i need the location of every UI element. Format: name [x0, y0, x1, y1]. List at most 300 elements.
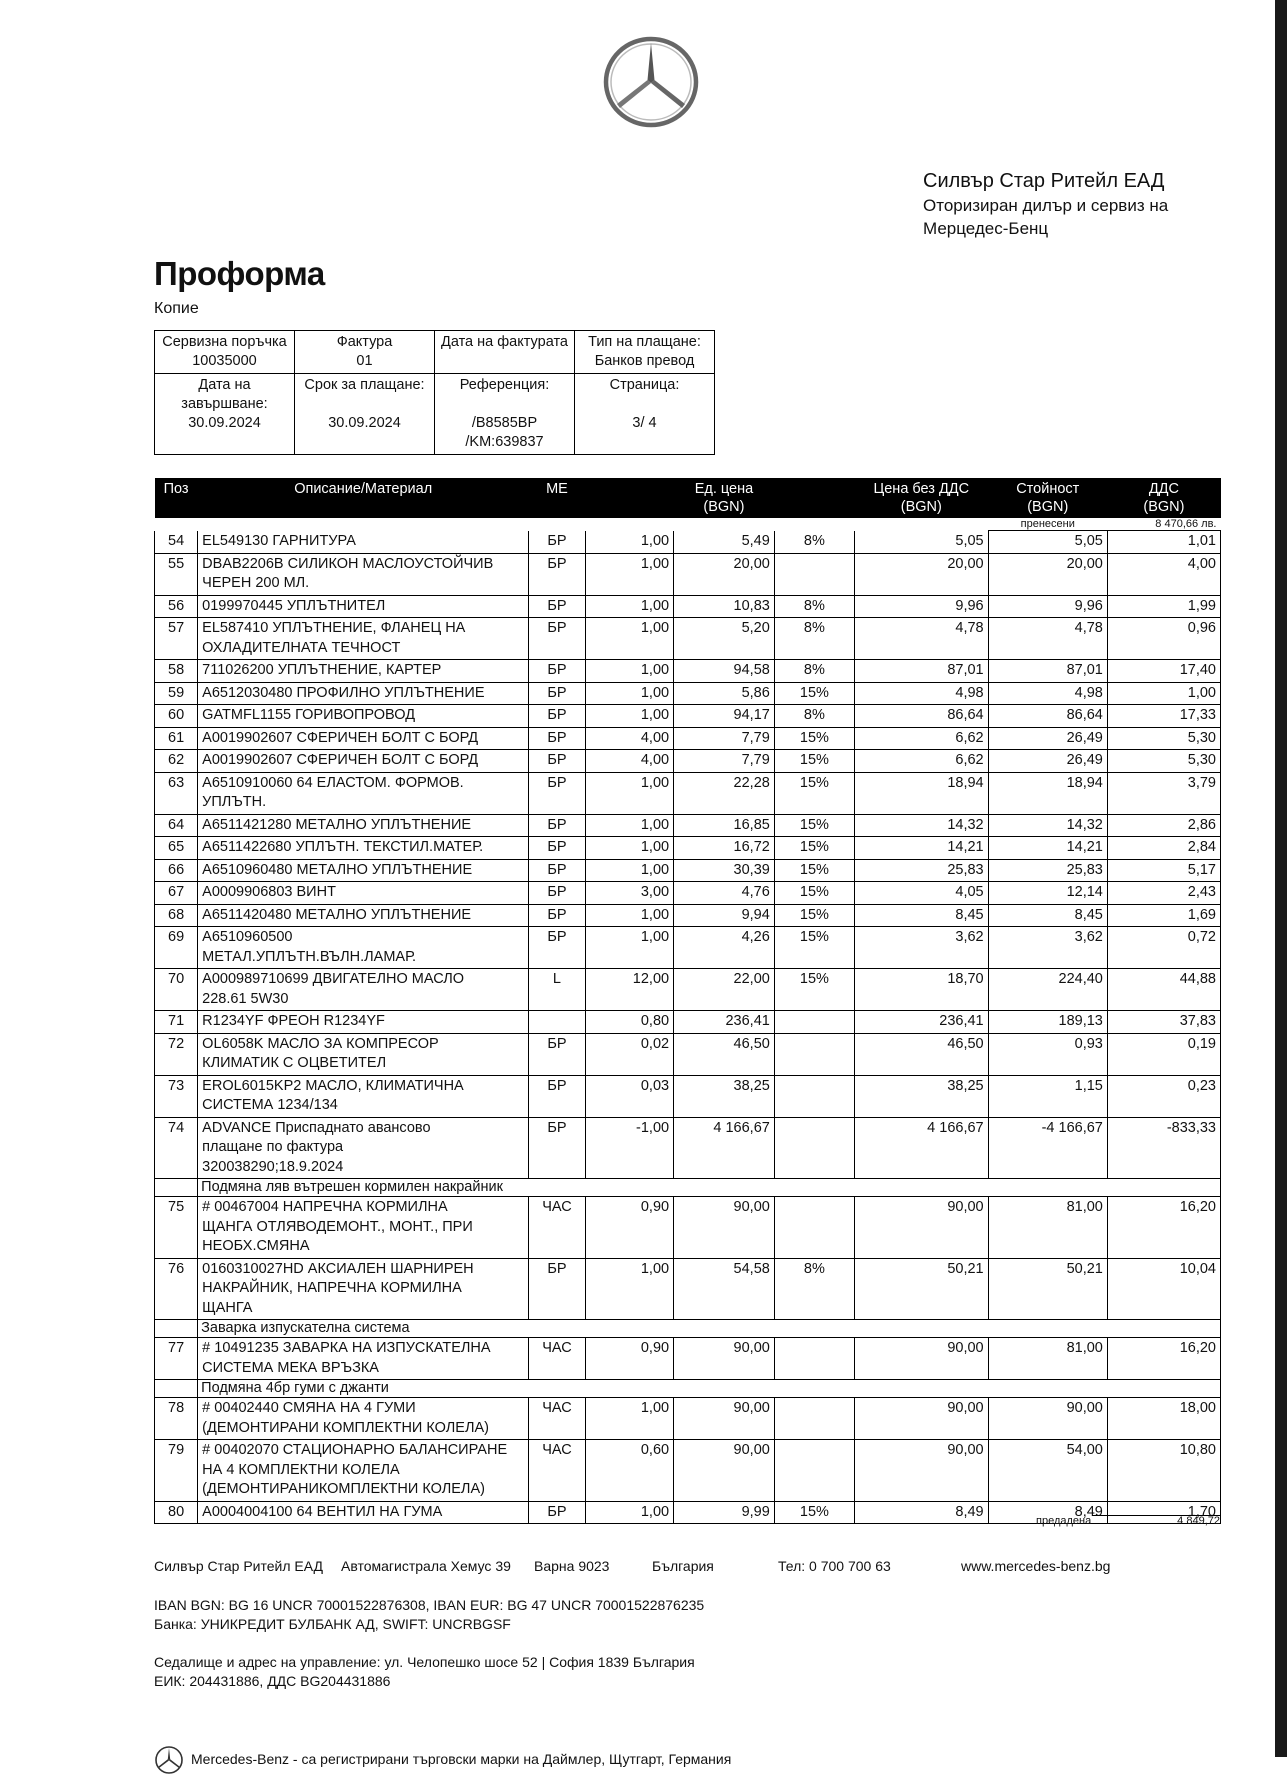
cell-qty: 1,00 — [585, 553, 673, 595]
cell-description — [198, 969, 529, 1011]
reference-cell — [435, 374, 575, 455]
invoice-cell — [295, 331, 435, 374]
cell-vat: 18,00 — [1107, 1398, 1220, 1440]
col-header-net-price-2: (BGN) — [900, 499, 942, 515]
cell-pos: 76 — [155, 1258, 198, 1320]
section-title: Заварка изпускателна система — [198, 1320, 1221, 1338]
cell-value: 86,64 — [988, 705, 1107, 728]
cell-value: 4,98 — [988, 682, 1107, 705]
description-line: 228.61 5W30 — [202, 990, 289, 1007]
footer-website[interactable]: www.mercedes-benz.bg — [961, 1558, 1111, 1574]
mercedes-star-logo-icon — [596, 34, 706, 130]
cell-value: 5,05 — [988, 531, 1107, 554]
cell-discount — [774, 1075, 854, 1117]
cell-unit-price: 30,39 — [674, 859, 775, 882]
payment-type-label: Тип на плащане: — [588, 334, 701, 350]
cell-qty: 1,00 — [585, 531, 673, 554]
description-line: A6510960500 — [202, 929, 293, 945]
cell-vat: 1,99 — [1107, 595, 1220, 618]
table-row — [155, 1075, 1221, 1117]
cell-pos: 63 — [155, 772, 198, 814]
cell-net-price: 8,49 — [855, 1501, 989, 1524]
cell-qty: 4,00 — [585, 750, 673, 773]
cell-vat: 2,84 — [1107, 837, 1220, 860]
description-line: EROL6015KP2 МАСЛО, КЛИМАТИЧНА — [202, 1077, 464, 1094]
cell-discount: 8% — [774, 618, 854, 660]
cell-unit-price: 4,26 — [674, 927, 775, 969]
completion-date-cell — [155, 374, 295, 455]
footer-company: Силвър Стар Ритейл ЕАД — [154, 1558, 324, 1574]
cell-net-price: 9,96 — [855, 595, 989, 618]
page-label: Страница: — [609, 377, 680, 393]
description-line: # 00402440 СМЯНА НА 4 ГУМИ — [202, 1400, 416, 1416]
cell-value: 50,21 — [988, 1258, 1107, 1320]
cell-unit-price: 46,50 — [674, 1033, 775, 1075]
cell-pos: 69 — [155, 927, 198, 969]
cell-unit: БР — [529, 660, 586, 683]
cell-vat: 17,33 — [1107, 705, 1220, 728]
description-line: EL587410 УПЛЪТНЕНИЕ, ФЛАНЕЦ НА — [202, 620, 466, 636]
cell-unit-price: 7,79 — [674, 727, 775, 750]
col-header-value — [988, 478, 1107, 518]
cell-discount: 8% — [774, 1258, 854, 1320]
cell-value: 20,00 — [988, 553, 1107, 595]
cell-qty: 0,02 — [585, 1033, 673, 1075]
table-row — [155, 1033, 1221, 1075]
cell-vat: 10,80 — [1107, 1440, 1220, 1502]
cell-pos: 75 — [155, 1197, 198, 1259]
description-line: плащане по фактура — [202, 1139, 344, 1155]
cell-value: 87,01 — [988, 660, 1107, 683]
cell-discount: 8% — [774, 595, 854, 618]
table-row — [155, 814, 1221, 837]
cell-discount: 15% — [774, 859, 854, 882]
cell-qty: 1,00 — [585, 1398, 673, 1440]
footer-phone: Тел: 0 700 700 63 — [778, 1558, 891, 1574]
payment-type-cell — [575, 331, 715, 374]
table-row — [155, 1117, 1221, 1179]
cell-value: 26,49 — [988, 750, 1107, 773]
service-order-cell — [155, 331, 295, 374]
cell-net-price: 18,70 — [855, 969, 989, 1011]
col-header-value-2: (BGN) — [1027, 499, 1069, 515]
cell-vat: 0,19 — [1107, 1033, 1220, 1075]
footer-eik: ЕИК: 204431886, ДДС BG204431886 — [154, 1673, 391, 1689]
completion-date-value: 30.09.2024 — [188, 415, 261, 431]
cell-unit: БР — [529, 553, 586, 595]
table-row — [155, 705, 1221, 728]
table-row — [155, 904, 1221, 927]
invoice-date-cell — [435, 331, 575, 374]
cell-pos: 68 — [155, 904, 198, 927]
cell-net-price: 14,21 — [855, 837, 989, 860]
cell-discount: 15% — [774, 750, 854, 773]
col-header-value-1: Стойност — [1016, 481, 1080, 497]
cell-net-price: 50,21 — [855, 1258, 989, 1320]
cell-vat: 5,17 — [1107, 859, 1220, 882]
table-row — [155, 1338, 1221, 1380]
cell-net-price: 14,32 — [855, 814, 989, 837]
cell-net-price: 4,98 — [855, 682, 989, 705]
cell-unit-price: 54,58 — [674, 1258, 775, 1320]
cell-qty: 1,00 — [585, 682, 673, 705]
page-value: 3/ 4 — [632, 415, 657, 431]
description-line: DBAB2206B СИЛИКОН МАСЛОУСТОЙЧИВ — [202, 555, 494, 572]
company-header — [923, 168, 1168, 240]
col-header-unit: МЕ — [529, 478, 586, 518]
cell-qty: 1,00 — [585, 814, 673, 837]
cell-unit-price: 94,58 — [674, 660, 775, 683]
cell-qty: 3,00 — [585, 882, 673, 905]
col-header-net-price — [855, 478, 989, 518]
section-row — [155, 1380, 1221, 1398]
table-row — [155, 531, 1221, 554]
col-header-unit-price-1: Ед. цена — [694, 481, 754, 497]
cell-pos: 59 — [155, 682, 198, 705]
cell-net-price: 5,05 — [855, 531, 989, 554]
cell-qty: 0,60 — [585, 1440, 673, 1502]
cell-unit-price: 5,86 — [674, 682, 775, 705]
cell-pos: 57 — [155, 618, 198, 660]
footer-iban: IBAN BGN: BG 16 UNCR 70001522876308, IBAN EUR: BG 47 UNCR 70001522876235 — [154, 1597, 705, 1613]
cell-discount: 15% — [774, 727, 854, 750]
table-row — [155, 727, 1221, 750]
cell-vat: -833,33 — [1107, 1117, 1220, 1179]
cell-description — [198, 553, 529, 595]
cell-unit: БР — [529, 618, 586, 660]
cell-discount — [774, 1011, 854, 1034]
cell-pos: 65 — [155, 837, 198, 860]
reference-value-2: /KM:639837 — [465, 434, 544, 450]
cell-unit-price: 4 166,67 — [674, 1117, 775, 1179]
reference-label: Референция: — [459, 377, 550, 393]
description-line: УПЛЪТН. — [202, 794, 267, 810]
cell-net-price: 38,25 — [855, 1075, 989, 1117]
cell-unit: БР — [529, 859, 586, 882]
completion-date-label-1: Дата на — [198, 377, 251, 393]
cell-unit: БР — [529, 1117, 586, 1179]
cell-unit: БР — [529, 750, 586, 773]
company-subtitle-2: Мерцедес-Бенц — [923, 219, 1049, 238]
cell-value: -4 166,67 — [988, 1117, 1107, 1179]
cell-description — [198, 904, 529, 927]
cell-unit: БР — [529, 814, 586, 837]
description-line: 0160310027HD АКСИАЛЕН ШАРНИРЕН — [202, 1260, 474, 1277]
cell-description — [198, 1501, 529, 1524]
footer-city: Варна 9023 — [534, 1558, 610, 1574]
cell-description — [198, 1258, 529, 1320]
cell-pos: 61 — [155, 727, 198, 750]
description-line: НЕОБХ.СМЯНА — [202, 1238, 310, 1254]
cell-unit-price: 22,00 — [674, 969, 775, 1011]
cell-qty: 0,03 — [585, 1075, 673, 1117]
cell-description — [198, 1398, 529, 1440]
cell-pos: 74 — [155, 1117, 198, 1179]
col-header-unit-price-2: (BGN) — [703, 499, 745, 515]
cell-value: 12,14 — [988, 882, 1107, 905]
cell-vat: 16,20 — [1107, 1197, 1220, 1259]
cell-qty: 1,00 — [585, 927, 673, 969]
cell-discount: 15% — [774, 1501, 854, 1524]
cell-qty: 1,00 — [585, 837, 673, 860]
cell-value: 189,13 — [988, 1011, 1107, 1034]
cell-net-price: 46,50 — [855, 1033, 989, 1075]
description-line: A0019902607 СФЕРИЧЕН БОЛТ С БОРД — [202, 752, 479, 768]
col-header-vat — [1107, 478, 1220, 518]
cell-qty: 12,00 — [585, 969, 673, 1011]
table-row — [155, 750, 1221, 773]
description-line: R1234YF ФРЕОН R1234YF — [202, 1013, 385, 1029]
cell-qty: 1,00 — [585, 1501, 673, 1524]
table-row — [155, 1011, 1221, 1034]
description-line: КЛИМАТИК С ОЦВЕТИТЕЛ — [202, 1055, 387, 1071]
cell-qty: 1,00 — [585, 595, 673, 618]
cell-vat: 0,23 — [1107, 1075, 1220, 1117]
cell-description — [198, 859, 529, 882]
cell-description — [198, 727, 529, 750]
table-row — [155, 1258, 1221, 1320]
cell-unit-price: 20,00 — [674, 553, 775, 595]
description-line: (ДЕМОНТИРАНИКОМПЛЕКТНИ КОЛЕЛА) — [202, 1481, 485, 1497]
cell-value: 14,21 — [988, 837, 1107, 860]
cell-pos: 79 — [155, 1440, 198, 1502]
invoice-label: Фактура — [336, 334, 393, 350]
cell-unit-price: 38,25 — [674, 1075, 775, 1117]
cell-vat: 4,00 — [1107, 553, 1220, 595]
cell-unit: БР — [529, 1501, 586, 1524]
cell-unit-price: 90,00 — [674, 1197, 775, 1259]
cell-pos: 72 — [155, 1033, 198, 1075]
cell-description — [198, 927, 529, 969]
description-line: A6511422680 УПЛЪТН. ТЕКСТИЛ.МАТЕР. — [202, 839, 484, 855]
cell-net-price: 90,00 — [855, 1440, 989, 1502]
description-line: ОХЛАДИТЕЛНАТА ТЕЧНОСТ — [202, 639, 401, 656]
cell-unit-price: 7,79 — [674, 750, 775, 773]
cell-pos: 70 — [155, 969, 198, 1011]
cell-description — [198, 531, 529, 554]
cell-net-price: 90,00 — [855, 1197, 989, 1259]
col-header-unit-price — [674, 478, 775, 518]
cell-description — [198, 705, 529, 728]
cell-unit: БР — [529, 1258, 586, 1320]
cell-qty: -1,00 — [585, 1117, 673, 1179]
cell-description — [198, 1440, 529, 1502]
cell-vat: 10,04 — [1107, 1258, 1220, 1320]
cell-discount: 15% — [774, 814, 854, 837]
description-line: A000989710699 ДВИГАТЕЛНО МАСЛО — [202, 971, 465, 987]
cell-vat: 3,79 — [1107, 772, 1220, 814]
col-header-pos: Поз — [155, 478, 198, 518]
cell-pos: 67 — [155, 882, 198, 905]
col-header-description: Описание/Материал — [198, 478, 529, 518]
cell-pos: 71 — [155, 1011, 198, 1034]
cell-value: 18,94 — [988, 772, 1107, 814]
cell-qty: 1,00 — [585, 618, 673, 660]
cell-qty: 0,80 — [585, 1011, 673, 1034]
cell-unit: БР — [529, 531, 586, 554]
cell-discount: 15% — [774, 682, 854, 705]
cell-discount — [774, 1033, 854, 1075]
cell-vat: 1,69 — [1107, 904, 1220, 927]
invoice-date-label: Дата на фактурата — [441, 334, 568, 350]
cell-pos: 60 — [155, 705, 198, 728]
description-line: ЧЕРЕН 200 МЛ. — [202, 575, 310, 591]
description-line: ЩАНГА — [202, 1299, 253, 1316]
description-line: GATMFL1155 ГОРИВОПРОВОД — [202, 707, 416, 723]
cell-description — [198, 1338, 529, 1380]
cell-net-price: 18,94 — [855, 772, 989, 814]
table-row — [155, 553, 1221, 595]
section-title: Подмяна ляв вътрешен кормилен накрайник — [198, 1179, 1221, 1197]
cell-value: 26,49 — [988, 727, 1107, 750]
cell-unit: БР — [529, 1075, 586, 1117]
description-line: 0199970445 УПЛЪТНИТЕЛ — [202, 597, 386, 614]
cell-unit: БР — [529, 772, 586, 814]
cell-value: 81,00 — [988, 1197, 1107, 1259]
cell-unit-price: 5,49 — [674, 531, 775, 554]
payment-type-value: Банков превод — [594, 353, 695, 369]
carried-out-value: 4 849,72 — [1177, 1515, 1220, 1527]
cell-discount — [774, 1440, 854, 1502]
cell-description — [198, 595, 529, 618]
cell-vat: 5,30 — [1107, 727, 1220, 750]
document-title: Проформа — [154, 255, 325, 292]
cell-description — [198, 882, 529, 905]
cell-net-price: 20,00 — [855, 553, 989, 595]
cell-qty: 0,90 — [585, 1197, 673, 1259]
description-line: ЩАНГА ОТЛЯВОДЕМОНТ., МОНТ., ПРИ — [202, 1218, 473, 1235]
cell-discount: 8% — [774, 531, 854, 554]
cell-net-price: 3,62 — [855, 927, 989, 969]
carried-in-label: пренесени — [988, 518, 1107, 531]
table-row — [155, 859, 1221, 882]
cell-unit-price: 10,83 — [674, 595, 775, 618]
payment-term-label: Срок за плащане: — [304, 377, 425, 393]
carried-out-label: предадена — [1036, 1515, 1092, 1527]
cell-unit-price: 22,28 — [674, 772, 775, 814]
cell-unit-price: 16,72 — [674, 837, 775, 860]
cell-net-price: 6,62 — [855, 750, 989, 773]
description-line: МЕТАЛ.УПЛЪТН.ВЪЛН.ЛАМАР. — [202, 948, 417, 965]
cell-net-price: 4 166,67 — [855, 1117, 989, 1179]
cell-unit: БР — [529, 1033, 586, 1075]
description-line: НА 4 КОМПЛЕКТНИ КОЛЕЛА — [202, 1461, 400, 1478]
description-line: A6510910060 64 ЕЛАСТОМ. ФОРМОВ. — [202, 774, 464, 791]
cell-vat: 2,86 — [1107, 814, 1220, 837]
invoice-value: 01 — [356, 353, 373, 369]
cell-description — [198, 814, 529, 837]
cell-unit: ЧАС — [529, 1197, 586, 1259]
description-line: A6511421280 МЕТАЛНО УПЛЪТНЕНИЕ — [202, 816, 472, 833]
cell-vat: 16,20 — [1107, 1338, 1220, 1380]
items-body — [155, 518, 1221, 1524]
cell-pos: 78 — [155, 1398, 198, 1440]
cell-value: 1,15 — [988, 1075, 1107, 1117]
section-title: Подмяна 4бр гуми с джанти — [198, 1380, 1221, 1398]
cell-description — [198, 660, 529, 683]
description-line: A6512030480 ПРОФИЛНО УПЛЪТНЕНИЕ — [202, 684, 485, 701]
col-header-vat-2: (BGN) — [1143, 499, 1185, 515]
cell-discount — [774, 1398, 854, 1440]
cell-description — [198, 618, 529, 660]
cell-discount: 8% — [774, 660, 854, 683]
cell-discount: 15% — [774, 837, 854, 860]
cell-description — [198, 772, 529, 814]
cell-pos: 62 — [155, 750, 198, 773]
cell-description — [198, 1011, 529, 1034]
cell-value: 8,45 — [988, 904, 1107, 927]
cell-net-price: 236,41 — [855, 1011, 989, 1034]
service-order-value: 10035000 — [192, 353, 257, 369]
cell-discount: 15% — [774, 904, 854, 927]
company-subtitle-1: Оторизиран дилър и сервиз на — [923, 196, 1169, 215]
cell-value: 0,93 — [988, 1033, 1107, 1075]
cell-unit-price: 9,99 — [674, 1501, 775, 1524]
cell-vat: 2,43 — [1107, 882, 1220, 905]
cell-net-price: 90,00 — [855, 1398, 989, 1440]
description-line: A0019902607 СФЕРИЧЕН БОЛТ С БОРД — [202, 729, 479, 746]
footer-country: България — [652, 1558, 714, 1574]
cell-discount — [774, 1338, 854, 1380]
cell-discount: 15% — [774, 772, 854, 814]
cell-net-price: 6,62 — [855, 727, 989, 750]
cell-value: 14,32 — [988, 814, 1107, 837]
description-line: # 10491235 ЗАВАРКА НА ИЗПУСКАТЕЛНА — [202, 1340, 491, 1356]
payment-term-cell — [295, 374, 435, 455]
cell-discount: 15% — [774, 969, 854, 1011]
cell-value: 54,00 — [988, 1440, 1107, 1502]
completion-date-label-2: завършване: — [181, 396, 268, 412]
table-row — [155, 595, 1221, 618]
description-line: A6511420480 МЕТАЛНО УПЛЪТНЕНИЕ — [202, 906, 472, 923]
cell-pos: 80 — [155, 1501, 198, 1524]
cell-qty: 4,00 — [585, 727, 673, 750]
cell-unit: БР — [529, 927, 586, 969]
cell-vat: 1,70 — [1107, 1501, 1220, 1524]
cell-description — [198, 1117, 529, 1179]
table-row — [155, 660, 1221, 683]
cell-pos: 54 — [155, 531, 198, 554]
scan-edge — [1275, 0, 1287, 1757]
cell-unit: БР — [529, 727, 586, 750]
mercedes-star-small-icon — [154, 1745, 184, 1775]
cell-unit-price: 236,41 — [674, 1011, 775, 1034]
cell-unit-price: 90,00 — [674, 1338, 775, 1380]
cell-qty: 1,00 — [585, 660, 673, 683]
table-row — [155, 1197, 1221, 1259]
cell-value: 3,62 — [988, 927, 1107, 969]
cell-qty: 1,00 — [585, 859, 673, 882]
description-line: ADVANCE Приспаднато авансово — [202, 1119, 431, 1136]
cell-net-price: 87,01 — [855, 660, 989, 683]
cell-pos: 73 — [155, 1075, 198, 1117]
cell-unit: БР — [529, 904, 586, 927]
cell-description — [198, 1033, 529, 1075]
cell-vat: 0,72 — [1107, 927, 1220, 969]
cell-description — [198, 750, 529, 773]
cell-unit-price: 16,85 — [674, 814, 775, 837]
cell-discount — [774, 1117, 854, 1179]
cell-pos: 58 — [155, 660, 198, 683]
cell-unit: ЧАС — [529, 1398, 586, 1440]
cell-description — [198, 1197, 529, 1259]
cell-unit: БР — [529, 705, 586, 728]
cell-value: 81,00 — [988, 1338, 1107, 1380]
cell-description — [198, 682, 529, 705]
cell-net-price: 4,78 — [855, 618, 989, 660]
table-row — [155, 1398, 1221, 1440]
section-row — [155, 1320, 1221, 1338]
